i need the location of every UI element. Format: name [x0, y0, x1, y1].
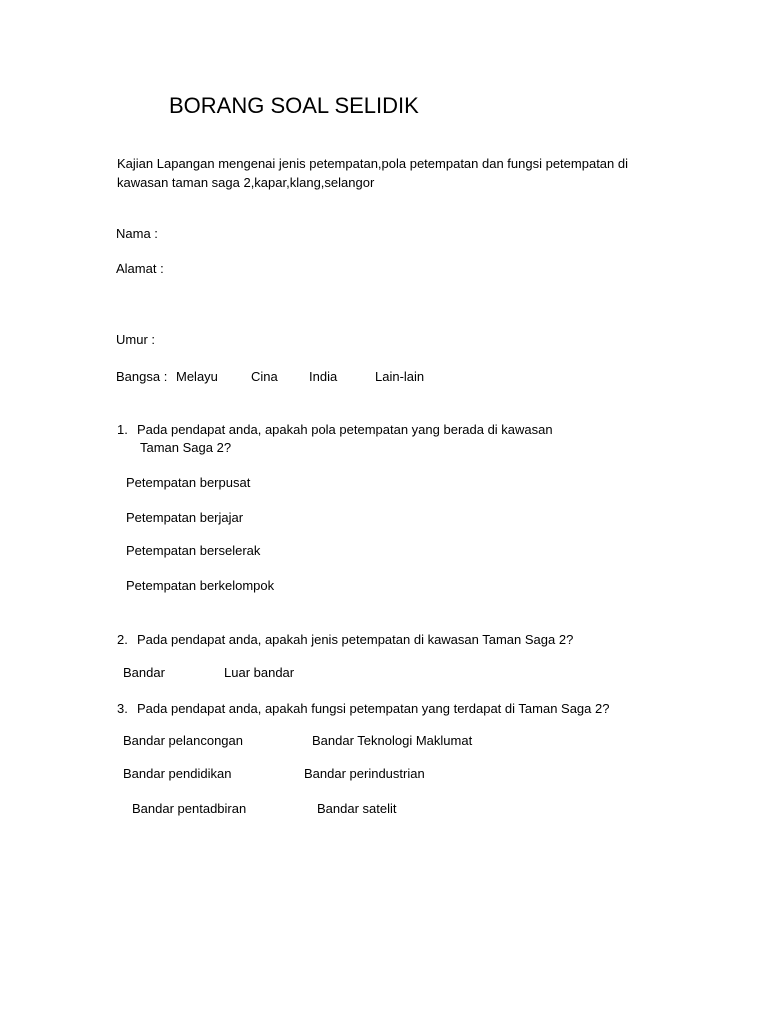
q3-option-pendidikan: Bandar pendidikan — [123, 766, 232, 781]
q1-option-berjajar: Petempatan berjajar — [126, 510, 244, 525]
umur-label: Umur : — [116, 332, 155, 347]
bangsa-option-melayu: Melayu — [176, 369, 218, 384]
question-2 — [117, 631, 573, 649]
q3-option-perindustrian: Bandar perindustrian — [304, 766, 425, 781]
q3-option-teknologi-maklumat: Bandar Teknologi Maklumat — [312, 733, 473, 748]
nama-label: Nama : — [116, 226, 158, 241]
question-2-text-line1: Pada pendapat anda, apakah jenis petempatan di kawasan Taman Saga 2? — [137, 632, 574, 647]
alamat-label: Alamat : — [116, 261, 164, 276]
q3-option-pelancongan: Bandar pelancongan — [123, 733, 243, 748]
bangsa-option-india: India — [309, 369, 338, 384]
q1-option-berselerak: Petempatan berselerak — [126, 543, 261, 558]
q3-option-pentadbiran: Bandar pentadbiran — [132, 801, 247, 816]
form-title: BORANG SOAL SELIDIK — [169, 93, 419, 118]
question-3-number: 3. — [117, 701, 128, 716]
question-1-text-line1: Pada pendapat anda, apakah pola petempatan yang berada di kawasan — [137, 422, 553, 437]
q2-option-luar-bandar: Luar bandar — [224, 665, 295, 680]
q2-option-bandar: Bandar — [123, 665, 165, 680]
q1-option-berkelompok: Petempatan berkelompok — [126, 578, 275, 593]
intro-text: Kajian Lapangan mengenai jenis petempatan,pola petempatan dan fungsi petempatan di kawasan taman saga 2,kapar,klang,selangor — [117, 156, 628, 190]
question-1-number: 1. — [117, 422, 128, 437]
bangsa-option-lain-lain: Lain-lain — [375, 369, 425, 384]
q1-option-berpusat: Petempatan berpusat — [126, 475, 251, 490]
bangsa-option-cina: Cina — [251, 369, 278, 384]
bangsa-label: Bangsa : — [116, 369, 168, 384]
question-3 — [117, 700, 609, 718]
question-3-text-line1: Pada pendapat anda, apakah fungsi petempatan yang terdapat di Taman Saga 2? — [137, 701, 610, 716]
question-1 — [117, 421, 553, 457]
q3-option-satelit: Bandar satelit — [317, 801, 397, 816]
question-2-number: 2. — [117, 632, 128, 647]
question-1-text-line2: Taman Saga 2? — [140, 440, 232, 455]
